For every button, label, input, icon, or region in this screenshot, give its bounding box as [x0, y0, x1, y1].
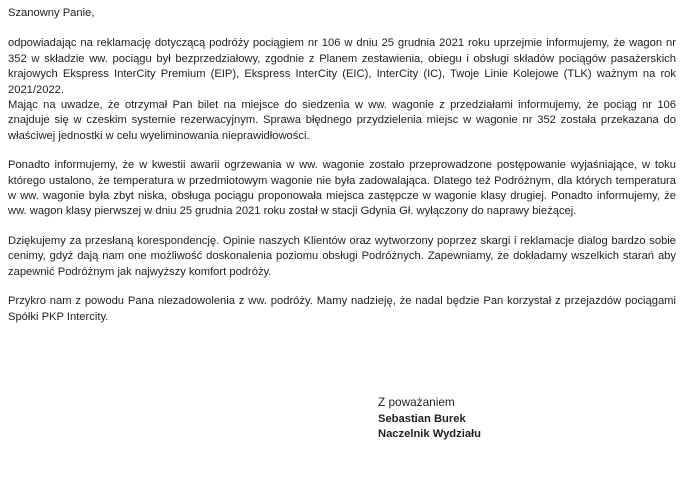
paragraph-line: Przykro nam z powodu Pana niezadowolenia z ww. podróży. Mamy nadzieję, że nadal będzie Pan korzystał z przejazdów pociągami Spółki PKP Intercity. — [8, 295, 676, 323]
paragraph-apology — [8, 294, 676, 325]
paragraph-line: Dziękujemy za przesłaną korespondencję. Opinie naszych Klientów oraz wytworzony poprzez skargi i reklamacje dialog bardzo sobie cenimy, gdyż dają nam one możliwość doskonalenia poziomu obsługi Podróżnych. Zapewniamy, że dokładamy wszelkich starań aby zapewnić Podróżnym jak najwyższy komfort podróży. — [8, 234, 676, 278]
paragraph-line: Mając na uwadze, że otrzymał Pan bilet na miejsce do siedzenia w ww. wagonie z przedziałami informujemy, że pociąg nr 106 znajduje się w czeskim systemie rezerwacyjnym. Sprawa błędnego przydzielenia miejsc w wagonie nr 352 została przekazana do właściwej jednostki w celu wyeliminowania nieprawidłowości. — [8, 99, 676, 142]
paragraph-line: odpowiadając na reklamację dotyczącą podróży pociągiem nr 106 w dniu 25 grudnia 2021 roku uprzejmie informujemy, że wagon nr 352 w składzie ww. pociągu był bezprzedziałowy, zgodnie z Planem zestawienia, obiegu i obsługi składów pociągów pasażerskich krajowych Ekspress InterCity Premium (EIP), Ekspress InterCity (EIC), InterCity (IC), Twoje Linie Kolejowe (TLK) ważnym na rok 2021/2022. — [8, 37, 676, 96]
paragraph-heating — [8, 158, 676, 220]
closing-greeting: Z poważaniem — [378, 395, 455, 409]
signatory-name: Sebastian Burek — [378, 412, 466, 425]
letter-body — [8, 6, 676, 339]
paragraph-thanks — [8, 234, 676, 280]
signature-block — [378, 395, 481, 443]
salutation: Szanowny Panie, — [8, 7, 95, 19]
paragraph-reply-wagon — [8, 36, 676, 144]
signatory-title: Naczelnik Wydziału — [378, 428, 481, 440]
paragraph-line: Ponadto informujemy, że w kwestii awarii ogrzewania w ww. wagonie zostało przeprowadzone postępowanie wyjaśniające, w toku którego ustalono, że temperatura w przedmiotowym wagonie nie była zadowalająca. Dlatego też Podróżnym, dla których temperatura w ww. wagonie była zbyt niska, obsługa pociągu proponowała miejsca zastępcze w wagonie klasy drugiej. Ponadto informujemy, że ww. wagon klasy pierwszej w dniu 25 grudnia 2021 roku został w stacji Gdynia Gł. wyłączony do naprawy bieżącej. — [8, 159, 676, 218]
